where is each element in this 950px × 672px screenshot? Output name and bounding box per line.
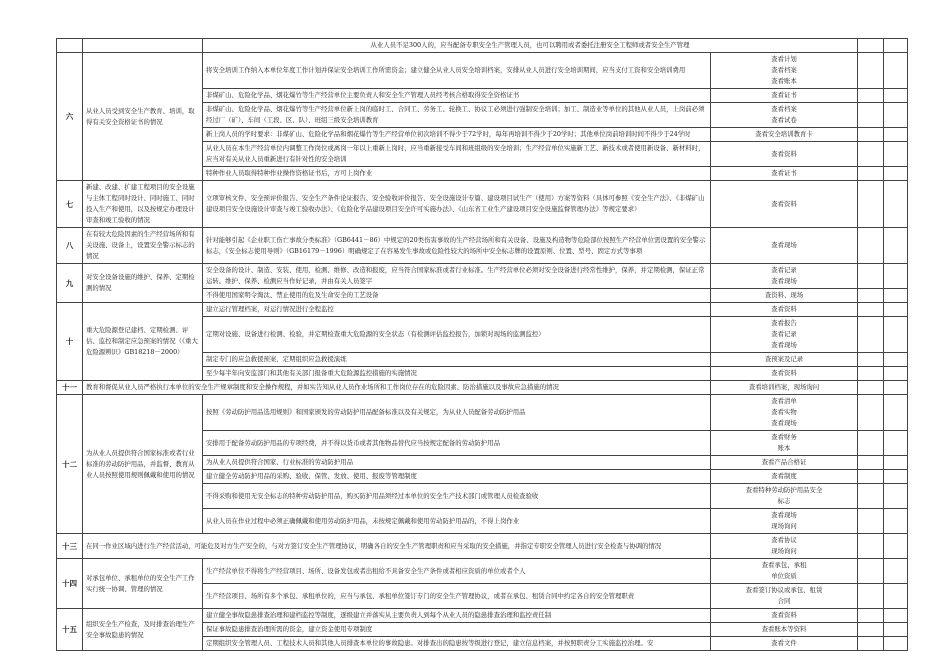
section-item-text: 从业人员受到安全生产教育、培训，取得有关安全资格证书的情况 xyxy=(83,53,203,181)
result-cell xyxy=(858,431,884,456)
note-cell xyxy=(884,181,908,228)
section-number: 十三 xyxy=(57,534,83,559)
note-cell xyxy=(884,623,908,637)
check-method: 查看培训档案，现场询问 xyxy=(711,381,858,395)
requirement-text: 特种作业人员取得特种作业操作资格证书后，方可上岗作业 xyxy=(203,167,711,181)
section-item-text: 教育和督促从业人员严格执行本单位的安全生产规章制度和安全操作规程，并如实告知从业人员作业场所和工作岗位存在的危险因素、防治措施以及事故应急措施的情况 xyxy=(83,381,711,395)
section-number: 十四 xyxy=(57,559,83,609)
check-method: 查看资料 xyxy=(711,181,858,228)
check-method: 查看账本等资料 xyxy=(711,623,858,637)
result-cell xyxy=(858,303,884,317)
result-cell xyxy=(858,395,884,431)
requirement-text: 生产经营单位不得将生产经营项目、场所、设备发包或者出租给不具备安全生产条件或者相应资质的单位或者个人 xyxy=(203,559,711,584)
result-cell xyxy=(858,367,884,381)
check-method: 查看签订协议或承包、租赁 合同 xyxy=(711,584,858,609)
result-cell xyxy=(858,89,884,103)
check-method: 查看档案 查看试卷 xyxy=(711,103,858,128)
note-cell xyxy=(884,39,908,53)
num-cell xyxy=(57,39,83,53)
result-cell xyxy=(858,128,884,142)
result-cell xyxy=(858,381,884,395)
note-cell xyxy=(884,142,908,167)
result-cell xyxy=(858,456,884,470)
note-cell xyxy=(884,367,908,381)
check-method: 查看计划 查看档案 查看账本 xyxy=(711,53,858,89)
check-method: 查预案及记录 xyxy=(711,353,858,367)
note-cell xyxy=(884,128,908,142)
requirement-text: 为从业人员提供符合国家、行业标准的劳动防护用品 xyxy=(203,456,711,470)
check-method: 查看现场 现场询问 xyxy=(711,509,858,534)
note-cell xyxy=(884,167,908,181)
note-cell xyxy=(884,559,908,584)
requirement-text: 非煤矿山、危险化学品、烟花爆竹等生产经营单位新上岗的临时工、合同工、劳务工、轮换工、协议工必须进行强制安全培训；加工、制造业等单位的其他从业人员，上岗前必须经过厂（矿）、车间（工段、区、队）、班组三级安全培训教育 xyxy=(203,103,711,128)
requirement-text: 定期组织安全管理人员、工程技术人员和其他人员排查本单位的事故隐患。对排查出的隐患按等级进行登记，建立信息档案，并按照职责分工实施监控治理。安 xyxy=(203,637,711,651)
result-cell xyxy=(858,264,884,289)
check-method: 查看现场 xyxy=(711,228,858,264)
item-cell xyxy=(83,39,203,53)
section-number: 六 xyxy=(57,53,83,181)
check-method: 查看安全培训教育卡 xyxy=(711,128,858,142)
requirement-text: 制定专门的应急救援预案，定期组织应急救援演练 xyxy=(203,353,711,367)
intro-cell: 从业人员不足300人的，应当配备专职安全生产管理人员，也可以聘用或者委托注册安全工程师或者安全生产管理 xyxy=(203,39,858,53)
result-cell xyxy=(858,317,884,353)
section-number: 八 xyxy=(57,228,83,264)
section-item-text: 组织安全生产检查，及时排查治理生产安全事故隐患的情况 xyxy=(83,609,203,651)
requirement-text: 从业人员在作业过程中必须正确佩戴和使用劳动防护用品，未按规定佩戴和使用劳动防护用品的，不得上岗作业 xyxy=(203,509,711,534)
requirement-text: 至少每半年向安监部门和其他有关部门报备重大危险源监控措施的实施情况 xyxy=(203,367,711,381)
note-cell xyxy=(884,53,908,89)
result-cell xyxy=(858,289,884,303)
check-method: 查看资料 xyxy=(711,303,858,317)
note-cell xyxy=(884,470,908,484)
note-cell xyxy=(884,228,908,264)
requirement-text: 针对能够引起《企业职工伤亡事故分类标准》（GB6441－86）中规定的20类伤害事故的生产经营场所和有关设备、设施及构造物等危险部位按照生产经营单位需设置的安全警示标志，《安全标志使用导则》（GB16179－1996）明确规定了在容易发生事故或危险性较大的场所中安全标志牌的设置原则、位置、型号、固定方式等事项 xyxy=(203,228,711,264)
table-row xyxy=(57,39,908,53)
table-row xyxy=(57,559,908,584)
check-method: 查看产品合格证 xyxy=(711,456,858,470)
result-cell xyxy=(858,103,884,128)
note-cell xyxy=(884,103,908,128)
requirement-text: 不得采购和使用无安全标志的特种劳动防护用品，购买防护用品须经过本单位的安全生产技术部门或管理人员检查验收 xyxy=(203,484,711,509)
note-cell xyxy=(884,317,908,353)
table-row xyxy=(57,381,908,395)
section-number: 十二 xyxy=(57,395,83,534)
requirement-text: 生产经营项目、场所有多个承包、承租单位的，应当与承包、承租单位签订专门的安全生产管理协议，或者在承包、租赁合同中约定各自的安全管理职责 xyxy=(203,584,711,609)
requirement-text: 建立健全劳动防护用品的采购、验收、保管、发放、使用、报废等管理制度 xyxy=(203,470,711,484)
note-cell xyxy=(884,609,908,623)
result-cell xyxy=(858,559,884,584)
requirement-text: 从业人员在本生产经营单位内调整工作岗位或离岗一年以上重新上岗时，应当重新接受车间和班组级的安全培训；生产经营单位实施新工艺、新技术或者使用新设备、新材料时，应当对有关从业人员重新进行有针对性的安全培训 xyxy=(203,142,711,167)
requirement-text: 建立健全事故隐患排查治理和建档监控等制度，逐级建立并落实从主要负责人到每个从业人员的隐患排查治理和监控责任制 xyxy=(203,609,711,623)
inspection-table-sheet xyxy=(56,38,907,651)
section-item-text: 在有较大危险因素的生产经营场所和有关设施、设备上，设置安全警示标志的情况 xyxy=(83,228,203,264)
note-cell xyxy=(884,509,908,534)
result-cell xyxy=(858,484,884,509)
table-row xyxy=(57,181,908,228)
section-item-text: 新建、改建、扩建工程项目的安全设施与主体工程同时设计、同时施工、同时投入生产和使用，以及按规定办理设计审查和竣工验收的情况 xyxy=(83,181,203,228)
note-cell xyxy=(884,637,908,651)
check-method: 查看特种劳动防护用品安全 标志 xyxy=(711,484,858,509)
result-cell xyxy=(858,470,884,484)
table-row xyxy=(57,264,908,289)
result-cell xyxy=(858,623,884,637)
check-method: 查看文件 xyxy=(711,637,858,651)
result-cell xyxy=(858,167,884,181)
section-number: 九 xyxy=(57,264,83,303)
table-row xyxy=(57,228,908,264)
requirement-text: 保证事故隐患排查治理所需的资金，建立资金使用专项制度 xyxy=(203,623,711,637)
requirement-text: 非煤矿山、危险化学品、烟花爆竹等生产经营单位主要负责人和安全生产管理人员经考核合格取得安全资格证书 xyxy=(203,89,711,103)
check-method: 查看证书 xyxy=(711,167,858,181)
note-cell xyxy=(884,395,908,431)
section-number: 十 xyxy=(57,303,83,381)
requirement-text: 不得使用国家明令淘汰、禁止使用的危及生命安全的工艺设备 xyxy=(203,289,711,303)
note-cell xyxy=(884,89,908,103)
section-item-text: 对安全设备设施的维护、保养、定期检测的情况 xyxy=(83,264,203,303)
section-number: 七 xyxy=(57,181,83,228)
table-row xyxy=(57,534,908,559)
table-row xyxy=(57,395,908,431)
check-method: 查看记录 查看现场 xyxy=(711,264,858,289)
inspection-table xyxy=(56,38,908,651)
note-cell xyxy=(884,456,908,470)
check-method: 查看报告 查看记录 查看现场 xyxy=(711,317,858,353)
table-body xyxy=(57,39,908,651)
check-method: 查看清单 查看实物 查看现场 xyxy=(711,395,858,431)
check-method: 查看资料 xyxy=(711,367,858,381)
check-method: 查看制度 xyxy=(711,470,858,484)
requirement-text: 安排用于配备劳动防护用品的专项经费，并不得以货币或者其他物品替代应当按规定配备的劳动防护用品 xyxy=(203,431,711,456)
result-cell xyxy=(858,228,884,264)
check-method: 查看协议 现场询问 xyxy=(711,534,858,559)
result-cell xyxy=(858,509,884,534)
section-number: 十一 xyxy=(57,381,83,395)
note-cell xyxy=(884,431,908,456)
result-cell xyxy=(858,39,884,53)
requirement-text: 将安全培训工作纳入本单位年度工作计划并保证安全培训工作所需资金；建立健全从业人员安全培训档案，安排从业人员进行安全培训期间，应当支付工资和安全培训费用 xyxy=(203,53,711,89)
table-row xyxy=(57,303,908,317)
note-cell xyxy=(884,381,908,395)
requirement-text: 建立运行管理档案，对运行情况进行全程监控 xyxy=(203,303,711,317)
requirement-text: 立项审核文件、安全预评价报告、安全生产条件论证报告、安全验收评价报告、安全设施设计专篇、建设项目试生产（使用）方案等资料（具体可参照《安全生产法》、《非煤矿山建设项目安全设施设计审查与竣工验收办法》、《危险化学品建设项目安全许可实施办法》、《山东省工业生产建设项目安全设施监督管理办法》等规定要求） xyxy=(203,181,711,228)
result-cell xyxy=(858,637,884,651)
check-method: 查看资料 xyxy=(711,609,858,623)
check-method: 查看资料 xyxy=(711,142,858,167)
table-row xyxy=(57,53,908,89)
section-item-text: 对承包单位、承租单位的安全生产工作实行统一协调、管理的情况 xyxy=(83,559,203,609)
note-cell xyxy=(884,303,908,317)
requirement-text: 安全设备的设计、制造、安装、使用、检测、维修、改造和报废，应当符合国家标准或者行业标准。生产经营单位必须对安全设备进行经常性维护，保养，并定期检测，保证正常运转。维护、保养、检测应当作好记录，并由有关人员签字 xyxy=(203,264,711,289)
result-cell xyxy=(858,181,884,228)
requirement-text: 新上岗人员的学时要求：非煤矿山、危险化学品和烟花爆竹等生产经营单位初次培训不得少于72学时，每年再培训不得少于20学时；其他单位岗前培训时间不得少于24学时 xyxy=(203,128,711,142)
note-cell xyxy=(884,534,908,559)
note-cell xyxy=(884,484,908,509)
note-cell xyxy=(884,264,908,289)
section-item-text: 重大危险源登记建档、定期检测、评估、监控和制定应急预案的情况（《重大危险源辨识》GB18218－2000） xyxy=(83,303,203,381)
table-row xyxy=(57,609,908,623)
note-cell xyxy=(884,584,908,609)
result-cell xyxy=(858,584,884,609)
result-cell xyxy=(858,53,884,89)
check-method: 查看承包、承租 单位资质 xyxy=(711,559,858,584)
result-cell xyxy=(858,609,884,623)
result-cell xyxy=(858,353,884,367)
section-item-text: 为从业人员提供符合国家标准或者行业标准的劳动防护用品，并监督、教育从业人员按照使用规则佩戴和使用的情况 xyxy=(83,395,203,534)
result-cell xyxy=(858,534,884,559)
check-method: 查看财务 账本 xyxy=(711,431,858,456)
section-number: 十五 xyxy=(57,609,83,651)
result-cell xyxy=(858,142,884,167)
requirement-text: 定期对设施、设备进行检测、检验，并定期检查重大危险源的安全状态（有检测评估监控报告，加锁对现场的监测监控） xyxy=(203,317,711,353)
requirement-text: 按照《劳动防护用品选用规则》和国家颁发的劳动防护用品配备标准以及有关规定，为从业人员配备劳动防护用品 xyxy=(203,395,711,431)
check-method: 查看证书 xyxy=(711,89,858,103)
section-item-text: 在同一作业区域内进行生产经营活动，可能危及对方生产安全的，与对方签订安全生产管理协议，明确各自的安全生产管理职责和应当采取的安全措施，并指定专职安全管理人员进行安全检查与协调的情况 xyxy=(83,534,711,559)
note-cell xyxy=(884,353,908,367)
check-method: 查资料、现场 xyxy=(711,289,858,303)
note-cell xyxy=(884,289,908,303)
